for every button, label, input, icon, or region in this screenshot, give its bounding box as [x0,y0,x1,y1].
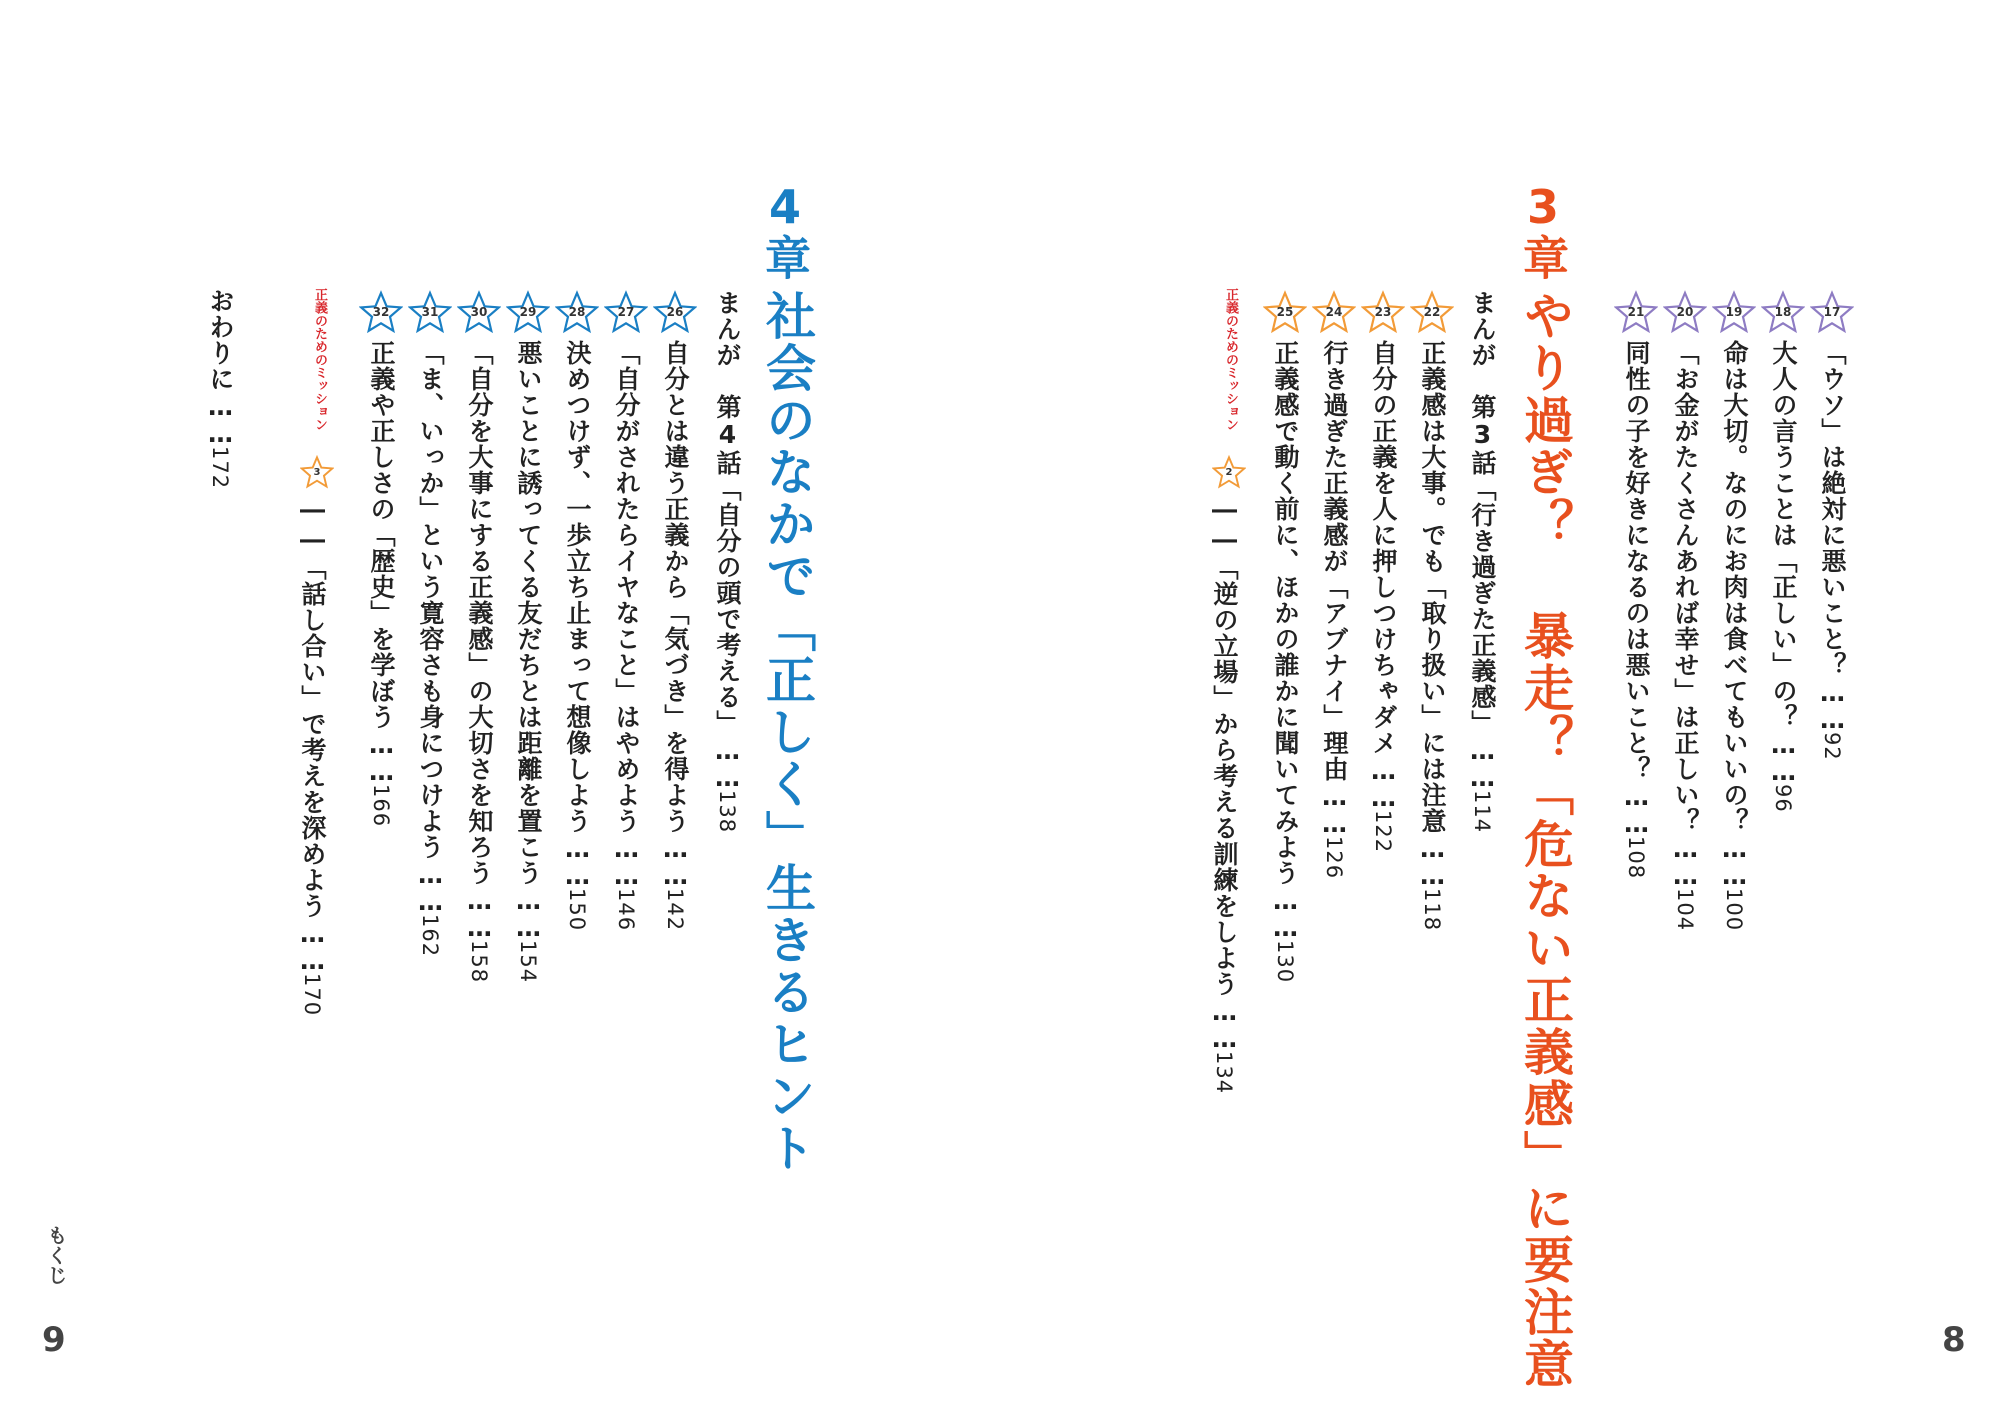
leader-dots: …… [1769,730,1798,784]
star-number-icon: 20 [1663,290,1707,334]
mission-text: ――「話し合い」で考えを深めよう [298,495,327,919]
leader-dots: …… [713,736,742,790]
chapter4-number: 4章 [758,180,812,280]
toc-item[interactable] [1673,340,1698,931]
toc-item-title: 「ウソ」は絶対に悪いこと？ [1818,340,1847,678]
leader-dots: …… [661,834,690,888]
leader-dots: …… [1671,834,1700,888]
page-number: 96 [1771,784,1795,813]
manga-title: まんが 第4話「自分の頭で考える」 [713,290,742,736]
leader-dots: …… [1468,736,1497,790]
toc-item-title: 正義感は大事。でも「取り扱い」には注意 [1418,340,1447,834]
mission-text: ――「逆の立場」から考える訓練をしよう [1210,495,1239,997]
toc-item-title: 同性の子を好きになるのは悪いこと？ [1622,340,1651,782]
star-number-icon: 17 [1810,290,1854,334]
star-number-icon: 30 [457,290,501,334]
page-number: 172 [208,446,232,490]
toc-item-title: 大人の言うことは「正しい」の？ [1769,340,1798,730]
toc-item-title: 「自分がされたらイヤなこと」はやめよう [612,340,641,834]
leader-dots: …… [1369,756,1398,810]
chapter3-number: 3章 [1516,180,1570,280]
leader-dots: …… [1818,678,1847,732]
page-number: 170 [300,973,324,1017]
page-number: 142 [663,888,687,932]
page-number: 134 [1212,1051,1236,1095]
star-number-icon: 19 [1712,290,1756,334]
star-number-icon: 29 [506,290,550,334]
page-number: 150 [565,888,589,932]
toc-footer-label: もくじ [44,1225,68,1285]
page-number: 118 [1420,888,1444,932]
leader-dots: …… [514,886,543,940]
toc-item-title: 「お金がたくさんあれば幸せ」は正しい？ [1671,340,1700,834]
toc-item-title: 行き過ぎた正義感が「アブナイ」理由 [1320,340,1349,782]
toc-item[interactable] [1771,340,1796,813]
star-number-icon: 28 [555,290,599,334]
mission-label: 正義のためのミッション [312,288,327,431]
toc-item[interactable] [1371,340,1396,853]
leader-dots: …… [206,392,235,446]
star-number-icon: 21 [1614,290,1658,334]
page-number: 92 [1820,732,1844,761]
toc-item[interactable] [1420,340,1445,931]
page-number: 138 [715,790,739,834]
toc-item[interactable] [1624,340,1649,879]
toc-item[interactable] [1820,340,1845,761]
chapter4-manga[interactable] [715,290,740,833]
page-number: 162 [418,914,442,958]
closing-text: おわりに [206,288,235,392]
toc-item-title: 「ま、いっか」という寛容さも身につけよう [416,340,445,860]
page-number: 154 [516,940,540,984]
leader-dots: …… [612,834,641,888]
page-number: 122 [1371,810,1395,854]
toc-item[interactable] [614,340,639,931]
toc-item-title: 決めつけず、一歩立ち止まって想像しよう [563,340,592,834]
star-number-icon: 25 [1263,290,1307,334]
page-number-footer: 8 [1942,1320,1966,1360]
toc-item[interactable] [467,340,492,983]
right-page [1000,0,2000,1419]
mission-star-icon: 2 [1212,455,1246,489]
toc-item-title: 正義感で動く前に、ほかの誰かに聞いてみよう [1271,340,1300,886]
star-number-icon: 24 [1312,290,1356,334]
page-number: 130 [1273,940,1297,984]
page-number: 108 [1624,836,1648,880]
toc-item-title: 「自分を大事にする正義感」の大切さを知ろう [465,340,494,886]
toc-item-title: 自分とは違う正義から「気づき」を得よう [661,340,690,834]
page-number: 126 [1322,836,1346,880]
chapter3-manga[interactable] [1470,290,1495,833]
mission-item[interactable] [1212,495,1237,1094]
toc-item-title: 悪いことに誘ってくる友だちとは距離を置こう [514,340,543,886]
closing-item[interactable] [208,288,233,489]
leader-dots: …… [1720,834,1749,888]
page-number-footer: 9 [42,1320,66,1360]
star-number-icon: 26 [653,290,697,334]
leader-dots: …… [1418,834,1447,888]
star-number-icon: 18 [1761,290,1805,334]
mission-item[interactable] [300,495,325,1016]
leader-dots: …… [465,886,494,940]
star-number-icon: 31 [408,290,452,334]
leader-dots: …… [1622,782,1651,836]
leader-dots: …… [416,860,445,914]
mission-star-icon: 3 [300,455,334,489]
toc-item[interactable] [1273,340,1298,983]
toc-item[interactable] [369,340,394,827]
chapter3-title: やり過ぎ？ 暴走？「危ない正義感」に要注意 [1516,290,1574,1390]
leader-dots: …… [298,919,327,973]
leader-dots: …… [1210,997,1239,1051]
toc-item[interactable] [663,340,688,931]
leader-dots: …… [1271,886,1300,940]
toc-item-title: 自分の正義を人に押しつけちゃダメ [1369,340,1398,756]
leader-dots: …… [563,834,592,888]
star-number-icon: 32 [359,290,403,334]
mission-label: 正義のためのミッション [1223,288,1238,431]
leader-dots: …… [1320,782,1349,836]
page-number: 114 [1470,790,1494,834]
toc-item[interactable] [516,340,541,983]
toc-item[interactable] [565,340,590,931]
toc-item-title: 正義や正しさの「歴史」を学ぼう [367,340,396,730]
star-number-icon: 22 [1410,290,1454,334]
star-number-icon: 23 [1361,290,1405,334]
toc-item[interactable] [1722,340,1747,931]
page-number: 100 [1722,888,1746,932]
toc-item[interactable] [418,340,443,957]
star-number-icon: 27 [604,290,648,334]
page-number: 104 [1673,888,1697,932]
page-number: 146 [614,888,638,932]
page-number: 166 [369,784,393,828]
toc-item[interactable] [1322,340,1347,879]
leader-dots: …… [367,730,396,784]
manga-title: まんが 第3話「行き過ぎた正義感」 [1468,290,1497,736]
toc-item-title: 命は大切。なのにお肉は食べてもいいの？ [1720,340,1749,834]
page-number: 158 [467,940,491,984]
chapter4-title: 社会のなかで「正しく」生きるヒント [758,290,816,1174]
